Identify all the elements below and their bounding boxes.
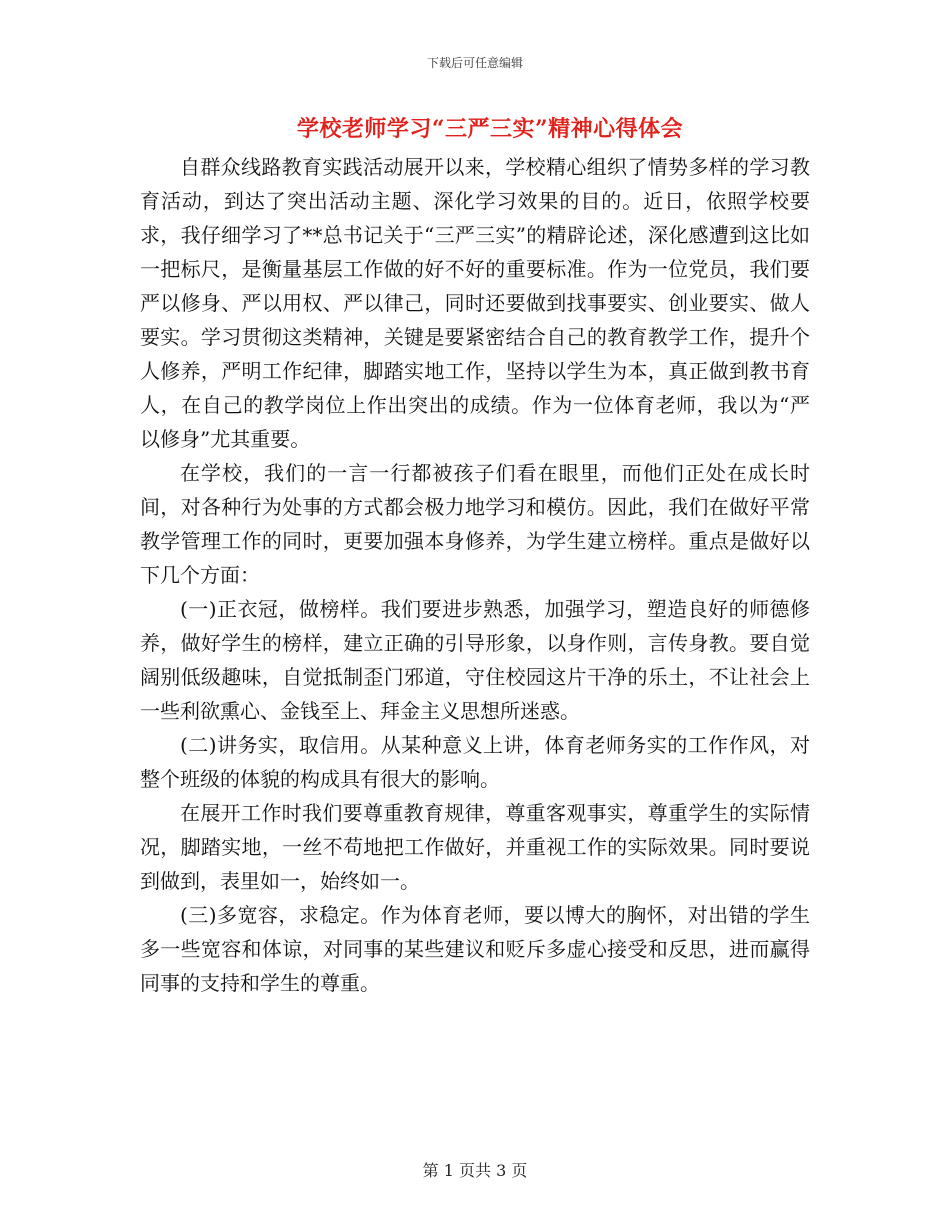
document-body	[140, 150, 810, 1000]
paragraph-point-one: (一)正衣冠，做榜样。我们要进步熟悉，加强学习，塑造良好的师德修养，做好学生的榜样，建立正确的引导形象，以身作则，言传身教。要自觉阔别低级趣味，自觉抵制歪门邪道，守住校园这片干净的乐土，不让社会上一些利欲熏心、金钱至上、拜金主义思想所迷惑。	[140, 597, 810, 723]
header-note: 下载后可任意编辑	[426, 56, 523, 70]
page-number: 第 1 页共 3 页	[422, 1161, 528, 1180]
paragraph-point-two-detail: 在展开工作时我们要尊重教育规律，尊重客观事实，尊重学生的实际情况，脚踏实地，一丝不苟地把工作做好，并重视工作的实际效果。同时要说到做到，表里如一，始终如一。	[140, 801, 810, 893]
paragraph-point-two: (二)讲务实，取信用。从某种意义上讲，体育老师务实的工作作风，对整个班级的体貌的构成具有很大的影响。	[140, 733, 810, 791]
document-title: 学校老师学习“三严三实”精神心得体会	[296, 116, 684, 142]
paragraph-intro: 自群众线路教育实践活动展开以来，学校精心组织了情势多样的学习教育活动，到达了突出活动主题、深化学习效果的目的。近日，依照学校要求，我仔细学习了**总书记关于“三严三实”的精辟论述，深化感遭到这比如一把标尺，是衡量基层工作做的好不好的重要标准。作为一位党员，我们要严以修身、严以用权、严以律己，同时还要做到找事要实、创业要实、做人要实。学习贯彻这类精神，关键是要紧密结合自己的教育教学工作，提升个人修养，严明工作纪律，脚踏实地工作，坚持以学生为本，真正做到教书育人，在自己的教学岗位上作出突出的成绩。作为一位体育老师，我以为“严以修身”尤其重要。	[140, 155, 810, 451]
paragraph-school-behavior: 在学校，我们的一言一行都被孩子们看在眼里，而他们正处在成长时间，对各种行为处事的方式都会极力地学习和模仿。因此，我们在做好平常教学管理工作的同时，更要加强本身修养，为学生建立榜样。重点是做好以下几个方面：	[140, 461, 810, 587]
paragraph-point-three: (三)多宽容，求稳定。作为体育老师，要以博大的胸怀，对出错的学生多一些宽容和体谅，对同事的某些建议和贬斥多虚心接受和反思，进而赢得同事的支持和学生的尊重。	[140, 903, 810, 995]
